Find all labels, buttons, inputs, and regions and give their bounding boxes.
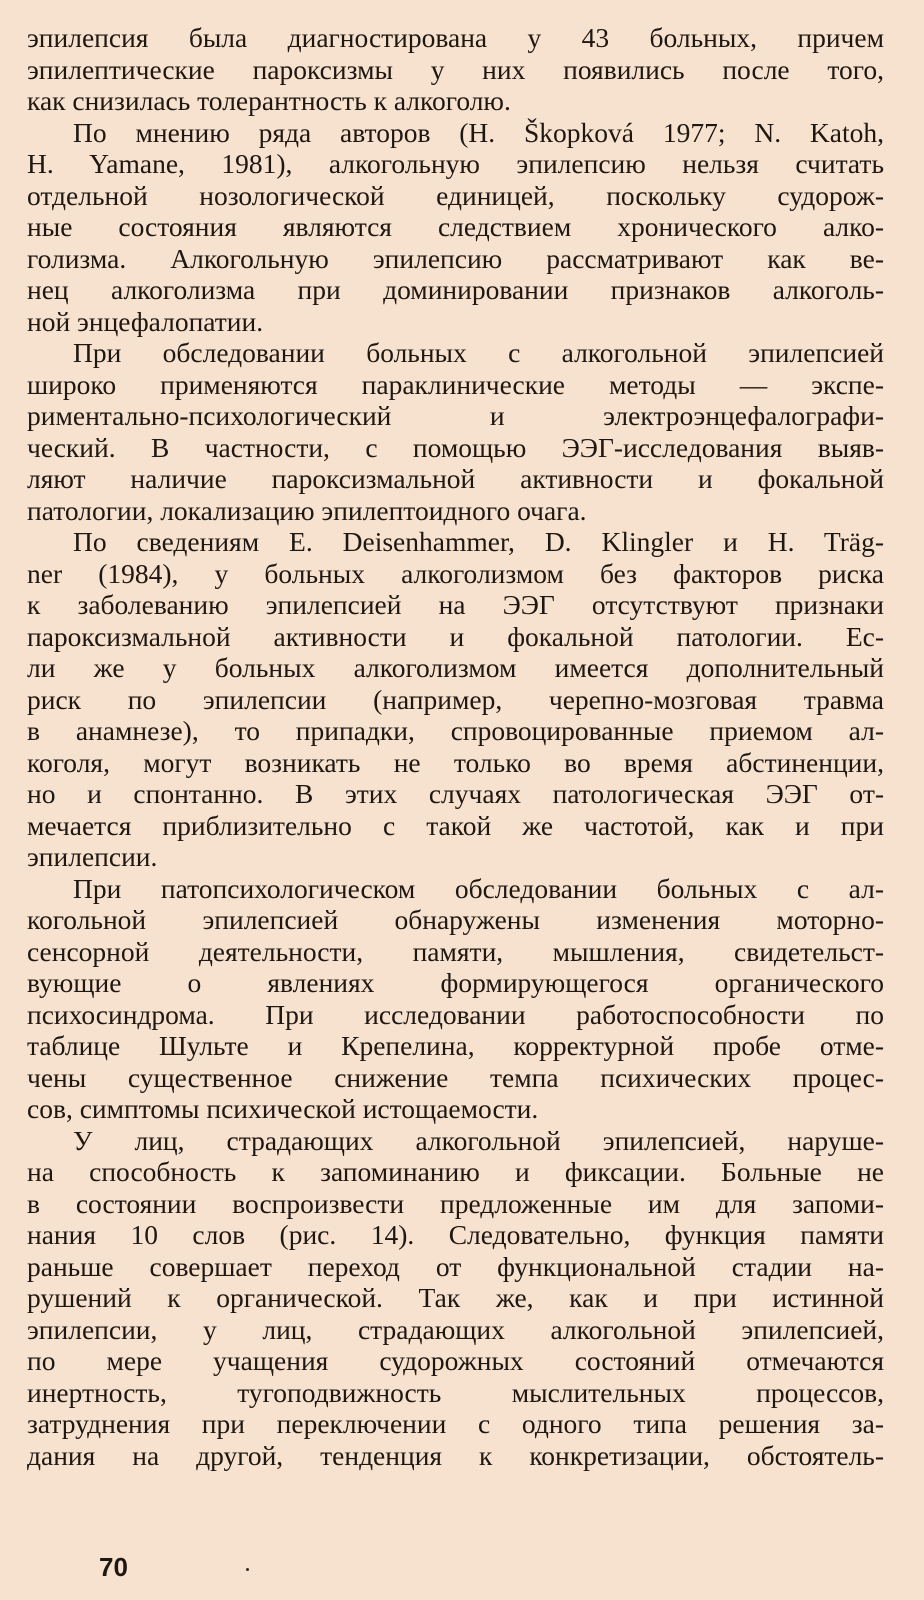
text-line: как снизилась толерантность к алкоголю. bbox=[27, 85, 511, 116]
text-line: эпилепсия была диагностирована у 43 больных, причем bbox=[27, 22, 884, 53]
paragraph bbox=[27, 1125, 884, 1472]
text-line: в состоянии воспроизвести предложенные им для запоми- bbox=[27, 1187, 884, 1219]
text-line: нания 10 слов (рис. 14). Следовательно, функция памяти bbox=[27, 1219, 884, 1250]
text-line: затруднения при переключении с одного типа решения за- bbox=[27, 1408, 884, 1439]
text-line: У лиц, страдающих алкогольной эпилепсией, наруше- bbox=[73, 1124, 884, 1156]
text-line: таблице Шульте и Крепелина, корректурной пробе отме- bbox=[27, 1030, 884, 1061]
text-line: эпилепсии. bbox=[27, 841, 158, 872]
text-line: психосиндрома. При исследовании работоспособности по bbox=[27, 998, 884, 1030]
text-line: рушений к органической. Так же, как и при истинной bbox=[27, 1282, 884, 1313]
text-line: ные состояния являются следствием хронического алко- bbox=[27, 211, 884, 242]
text-line: широко применяются параклинические методы — экспе- bbox=[27, 368, 884, 400]
paragraph bbox=[27, 22, 884, 117]
text-line: эпилепсии, у лиц, страдающих алкогольной эпилепсией, bbox=[27, 1313, 884, 1345]
text-body bbox=[27, 22, 884, 1471]
paragraph bbox=[27, 117, 884, 338]
text-line: пароксизмальной активности и фокальной патологии. Ес- bbox=[27, 620, 884, 652]
paragraph bbox=[27, 873, 884, 1125]
text-line: когольной эпилепсией обнаружены изменения моторно- bbox=[27, 904, 884, 935]
text-line: ческий. В частности, с помощью ЭЭГ-исследования выяв- bbox=[27, 431, 884, 463]
text-line: отдельной нозологической единицей, поскольку судорож- bbox=[27, 179, 884, 211]
text-line: голизма. Алкогольную эпилепсию рассматривают как ве- bbox=[27, 242, 884, 274]
text-line: в анамнезе), то припадки, спровоцированные приемом ал- bbox=[27, 715, 884, 746]
text-line: патологии, локализацию эпилептоидного очага. bbox=[27, 494, 587, 526]
text-line: При патопсихологическом обследовании больных с ал- bbox=[73, 872, 884, 904]
text-line: вующие о явлениях формирующегося органического bbox=[27, 967, 884, 998]
text-line: риск по эпилепсии (например, черепно-мозговая травма bbox=[27, 683, 884, 715]
text-line: дания на другой, тенденция к конкретизации, обстоятель- bbox=[27, 1439, 884, 1471]
text-line: риментально-психологический и электроэнцефалографи- bbox=[27, 400, 884, 431]
text-line: мечается приблизительно с такой же частотой, как и при bbox=[27, 809, 884, 841]
text-line: При обследовании больных с алкогольной эпилепсией bbox=[73, 337, 884, 368]
text-line: на способность к запоминанию и фиксации. Больные не bbox=[27, 1156, 884, 1187]
text-line: чены существенное снижение темпа психических процес- bbox=[27, 1061, 884, 1093]
text-line: ner (1984), у больных алкоголизмом без факторов риска bbox=[27, 557, 884, 589]
text-line: ной энцефалопатии. bbox=[27, 305, 264, 337]
text-line: сов, симптомы психической истощаемости. bbox=[27, 1093, 539, 1124]
text-line: По мнению ряда авторов (H. Škopková 1977; N. Katoh, bbox=[73, 116, 884, 148]
paragraph bbox=[27, 526, 884, 873]
text-line: к заболеванию эпилепсией на ЭЭГ отсутствуют признаки bbox=[27, 589, 884, 620]
text-line: коголя, могут возникать не только во время абстиненции, bbox=[27, 746, 884, 778]
text-line: раньше совершает переход от функциональной стадии на- bbox=[27, 1250, 884, 1282]
text-line: сенсорной деятельности, памяти, мышления, свидетельст- bbox=[27, 935, 884, 967]
text-line: нец алкоголизма при доминировании признаков алкоголь- bbox=[27, 274, 884, 305]
text-line: инертность, тугоподвижность мыслительных процессов, bbox=[27, 1376, 884, 1408]
text-line: По сведениям E. Deisenhammer, D. Klingler и H. Träg- bbox=[73, 526, 884, 557]
print-speck bbox=[246, 1568, 249, 1571]
text-line: ли же у больных алкоголизмом имеется дополнительный bbox=[27, 652, 884, 683]
paragraph bbox=[27, 337, 884, 526]
page-number: 70 bbox=[99, 1552, 128, 1582]
text-line: но и спонтанно. В этих случаях патологическая ЭЭГ от- bbox=[27, 778, 884, 809]
text-line: по мере учащения судорожных состояний отмечаются bbox=[27, 1345, 884, 1376]
text-line: ляют наличие пароксизмальной активности и фокальной bbox=[27, 463, 884, 494]
text-line: эпилептические пароксизмы у них появились после того, bbox=[27, 53, 884, 85]
text-line: H. Yamane, 1981), алкогольную эпилепсию нельзя считать bbox=[27, 148, 884, 179]
